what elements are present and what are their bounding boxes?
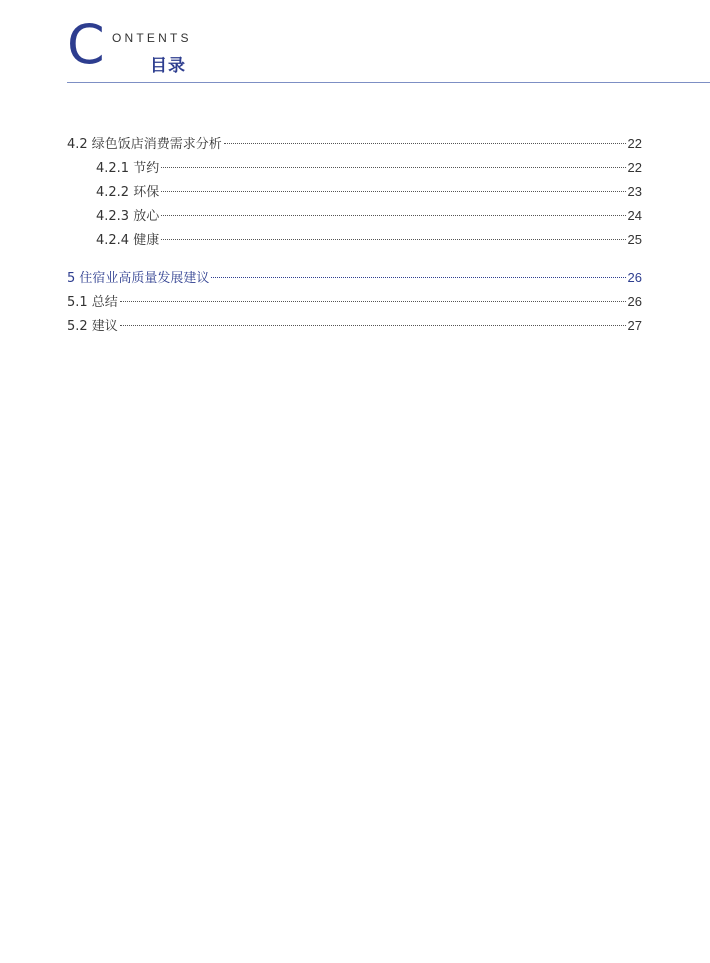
toc-dot-leader [161,167,625,168]
toc-dot-leader [120,301,626,302]
table-of-contents [67,132,642,338]
toc-page-number: 25 [627,232,642,247]
toc-page-number: 26 [627,294,642,309]
toc-entry-label: 4.2.3 放心 [96,209,160,224]
toc-dot-leader [211,277,625,278]
toc-entry-5-2[interactable] [67,314,642,338]
header-divider [67,82,710,83]
contents-header [0,0,710,90]
toc-entry-label: 4.2.2 环保 [96,185,160,200]
contents-logo-letter: C [67,13,105,76]
toc-entry-4-2-1[interactable] [67,156,642,180]
toc-page-number: 23 [627,184,642,199]
toc-entry-4-2-3[interactable] [67,204,642,228]
toc-dot-leader [120,325,626,326]
toc-page-number: 26 [627,270,642,285]
toc-entry-4-2-4[interactable] [67,228,642,252]
toc-entry-4-2[interactable] [67,132,642,156]
toc-dot-leader [161,191,625,192]
page-title: 目录 [150,56,186,76]
toc-entry-4-2-2[interactable] [67,180,642,204]
contents-word: ONTENTS [112,31,192,45]
toc-page-number: 27 [627,318,642,333]
toc-entry-label: 5.2 建议 [67,319,118,334]
toc-dot-leader [224,143,626,144]
toc-entry-label: 4.2.1 节约 [96,161,160,176]
toc-page-number: 22 [627,136,642,151]
toc-entry-label: 5.1 总结 [67,295,118,310]
toc-dot-leader [161,239,625,240]
toc-entry-5-1[interactable] [67,290,642,314]
toc-entry-label: 4.2.4 健康 [96,233,160,248]
toc-page-number: 24 [627,208,642,223]
toc-page-number: 22 [627,160,642,175]
toc-dot-leader [161,215,625,216]
toc-entry-label: 4.2 绿色饭店消费需求分析 [67,137,222,152]
toc-entry-chapter-5[interactable] [67,266,642,290]
toc-entry-label: 5 住宿业高质量发展建议 [67,271,210,286]
